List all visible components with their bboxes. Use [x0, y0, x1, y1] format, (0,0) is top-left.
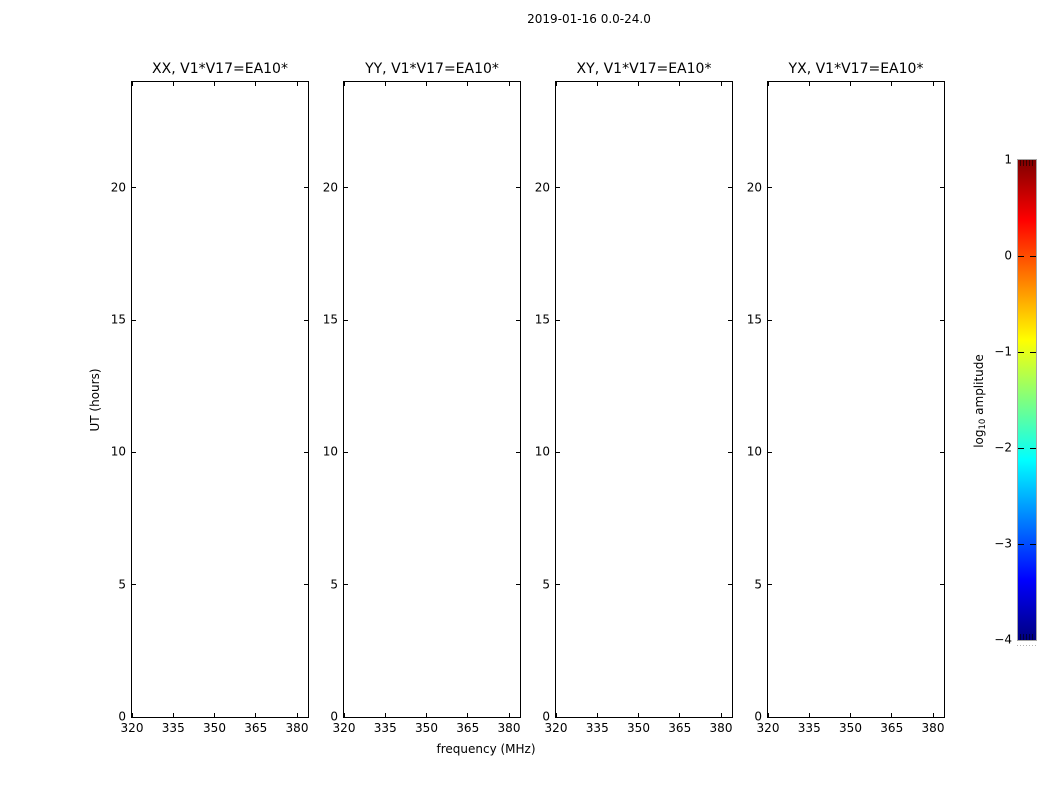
plot-area	[110, 82, 309, 735]
y-tick-label: 10	[322, 444, 338, 459]
x-tick-mark-top	[768, 82, 769, 86]
colorbar-tick-mark-left	[1018, 448, 1024, 449]
y-tick-mark	[556, 452, 560, 453]
y-tick-mark-right	[728, 717, 732, 718]
y-tick-label: 15	[322, 312, 338, 327]
y-tick-mark	[344, 320, 348, 321]
y-tick-label: 10	[110, 444, 126, 459]
subplot-panel	[534, 61, 733, 735]
x-tick-mark	[426, 713, 427, 717]
x-tick-label: 320	[332, 721, 356, 735]
x-tick-mark-top	[344, 82, 345, 86]
x-tick-label: 365	[668, 721, 692, 735]
y-tick-mark	[344, 452, 348, 453]
x-tick-mark	[933, 713, 934, 717]
y-tick-mark-right	[304, 452, 308, 453]
y-tick-mark	[132, 717, 136, 718]
x-tick-label: 350	[415, 721, 438, 735]
colorbar-tick-mark-right	[1030, 256, 1036, 257]
x-tick-mark-top	[638, 82, 639, 86]
x-tick-label: 365	[880, 721, 904, 735]
x-tick-label: 380	[709, 721, 733, 735]
plot-area	[534, 82, 733, 735]
x-tick-label: 320	[756, 721, 780, 735]
x-tick-mark	[467, 713, 468, 717]
x-tick-mark	[638, 713, 639, 717]
y-tick-mark-right	[516, 717, 520, 718]
y-tick-mark	[132, 320, 136, 321]
subplot-panel	[110, 61, 309, 735]
y-tick-mark-right	[516, 452, 520, 453]
y-tick-label: 10	[534, 444, 550, 459]
y-tick-mark-right	[516, 584, 520, 585]
x-tick-mark-top	[509, 82, 510, 86]
x-tick-mark	[679, 713, 680, 717]
x-tick-mark-top	[132, 82, 133, 86]
y-tick-mark-right	[304, 320, 308, 321]
y-tick-label: 15	[534, 312, 550, 327]
colorbar-tick-mark-right	[1030, 544, 1036, 545]
y-tick-mark-right	[940, 187, 944, 188]
y-tick-label: 5	[118, 577, 126, 592]
subplot-title: YY, V1*V17=EA10*	[365, 61, 499, 77]
colorbar-tick-label: −2	[994, 440, 1012, 455]
colorbar-tick-label: −1	[994, 344, 1012, 359]
y-tick-label: 15	[746, 312, 762, 327]
y-tick-label: 0	[542, 709, 550, 724]
y-tick-mark	[556, 584, 560, 585]
y-axis-label: UT (hours)	[88, 368, 102, 432]
plot-area	[746, 82, 945, 735]
y-tick-mark	[556, 187, 560, 188]
subplot-panel	[746, 61, 945, 735]
y-tick-mark-right	[940, 320, 944, 321]
x-tick-label: 365	[244, 721, 268, 735]
y-tick-mark-right	[728, 320, 732, 321]
x-tick-label: 350	[203, 721, 226, 735]
x-tick-label: 380	[285, 721, 309, 735]
figure-title: 2019-01-16 0.0-24.0	[527, 12, 651, 26]
x-tick-label: 380	[921, 721, 945, 735]
y-tick-label: 0	[754, 709, 762, 724]
y-tick-label: 20	[534, 180, 550, 195]
subplot-title: XX, V1*V17=EA10*	[152, 61, 288, 77]
x-tick-mark-top	[426, 82, 427, 86]
x-tick-label: 320	[120, 721, 144, 735]
x-tick-mark-top	[297, 82, 298, 86]
x-tick-mark-top	[173, 82, 174, 86]
y-tick-mark-right	[728, 584, 732, 585]
y-tick-mark-right	[728, 187, 732, 188]
y-tick-mark	[556, 320, 560, 321]
y-tick-label: 0	[330, 709, 338, 724]
colorbar-tick-label: −3	[994, 536, 1012, 551]
y-tick-label: 5	[330, 577, 338, 592]
x-tick-mark	[509, 713, 510, 717]
y-tick-mark	[344, 717, 348, 718]
colorbar-label-subscript: 10	[978, 418, 988, 430]
x-tick-mark	[850, 713, 851, 717]
x-tick-label: 320	[544, 721, 568, 735]
colorbar-tick-mark-left	[1018, 352, 1024, 353]
y-tick-mark	[132, 452, 136, 453]
y-tick-mark	[132, 187, 136, 188]
x-tick-mark-top	[679, 82, 680, 86]
x-tick-label: 365	[456, 721, 480, 735]
y-tick-label: 5	[542, 577, 550, 592]
x-tick-mark-top	[933, 82, 934, 86]
x-tick-label: 335	[585, 721, 609, 735]
y-tick-mark	[344, 584, 348, 585]
y-tick-label: 20	[110, 180, 126, 195]
y-tick-label: 0	[118, 709, 126, 724]
y-tick-mark-right	[304, 187, 308, 188]
x-tick-mark	[255, 713, 256, 717]
x-tick-mark	[385, 713, 386, 717]
y-tick-mark	[132, 584, 136, 585]
colorbar-label-prefix: log	[972, 429, 986, 448]
y-tick-mark-right	[516, 187, 520, 188]
x-tick-mark-top	[850, 82, 851, 86]
y-tick-mark	[768, 584, 772, 585]
colorbar-tick-mark-right	[1030, 352, 1036, 353]
y-tick-mark	[344, 187, 348, 188]
y-tick-mark-right	[304, 584, 308, 585]
colorbar-tick-mark-left	[1018, 256, 1024, 257]
x-tick-label: 335	[797, 721, 821, 735]
y-tick-mark-right	[728, 452, 732, 453]
x-tick-mark	[809, 713, 810, 717]
colorbar-tick-label: −4	[994, 632, 1012, 647]
y-tick-label: 10	[746, 444, 762, 459]
x-tick-mark	[597, 713, 598, 717]
y-tick-mark-right	[940, 452, 944, 453]
colorbar	[1017, 159, 1037, 641]
y-tick-label: 20	[322, 180, 338, 195]
x-tick-label: 335	[161, 721, 185, 735]
x-tick-label: 350	[627, 721, 650, 735]
colorbar-top-segment-marks	[1020, 160, 1033, 166]
x-tick-mark-top	[891, 82, 892, 86]
y-tick-mark-right	[940, 584, 944, 585]
y-tick-mark	[768, 717, 772, 718]
x-tick-mark	[214, 713, 215, 717]
subplot-panel	[322, 61, 521, 735]
subplot-title: YX, V1*V17=EA10*	[788, 61, 924, 77]
y-tick-mark-right	[304, 717, 308, 718]
subplot-title: XY, V1*V17=EA10*	[576, 61, 712, 77]
x-axis-label: frequency (MHz)	[436, 742, 536, 756]
x-tick-mark-top	[809, 82, 810, 86]
x-tick-mark	[721, 713, 722, 717]
y-tick-mark	[768, 187, 772, 188]
y-tick-mark	[556, 717, 560, 718]
x-tick-mark	[173, 713, 174, 717]
x-tick-mark-top	[597, 82, 598, 86]
y-tick-mark	[768, 320, 772, 321]
x-tick-mark-top	[385, 82, 386, 86]
colorbar-label	[972, 354, 988, 448]
colorbar-tick-label: 1	[1004, 152, 1012, 167]
colorbar-label-suffix: amplitude	[972, 354, 986, 419]
x-tick-mark-top	[214, 82, 215, 86]
colorbar-tick-label: 0	[1004, 248, 1012, 263]
colorbar-tick-mark-right	[1030, 448, 1036, 449]
x-tick-mark-top	[721, 82, 722, 86]
x-tick-label: 380	[497, 721, 521, 735]
x-tick-mark	[297, 713, 298, 717]
y-tick-label: 5	[754, 577, 762, 592]
colorbar-underflow-dots	[1017, 645, 1037, 646]
x-tick-mark-top	[255, 82, 256, 86]
y-tick-label: 20	[746, 180, 762, 195]
y-tick-mark	[768, 452, 772, 453]
x-tick-label: 350	[839, 721, 862, 735]
x-tick-mark	[891, 713, 892, 717]
x-tick-mark-top	[556, 82, 557, 86]
colorbar-tick-mark-left	[1018, 544, 1024, 545]
y-tick-mark-right	[516, 320, 520, 321]
y-tick-mark-right	[940, 717, 944, 718]
colorbar-bottom-segment-marks	[1020, 634, 1033, 640]
x-tick-label: 335	[373, 721, 397, 735]
y-tick-label: 15	[110, 312, 126, 327]
x-tick-mark-top	[467, 82, 468, 86]
plot-area	[322, 82, 521, 735]
